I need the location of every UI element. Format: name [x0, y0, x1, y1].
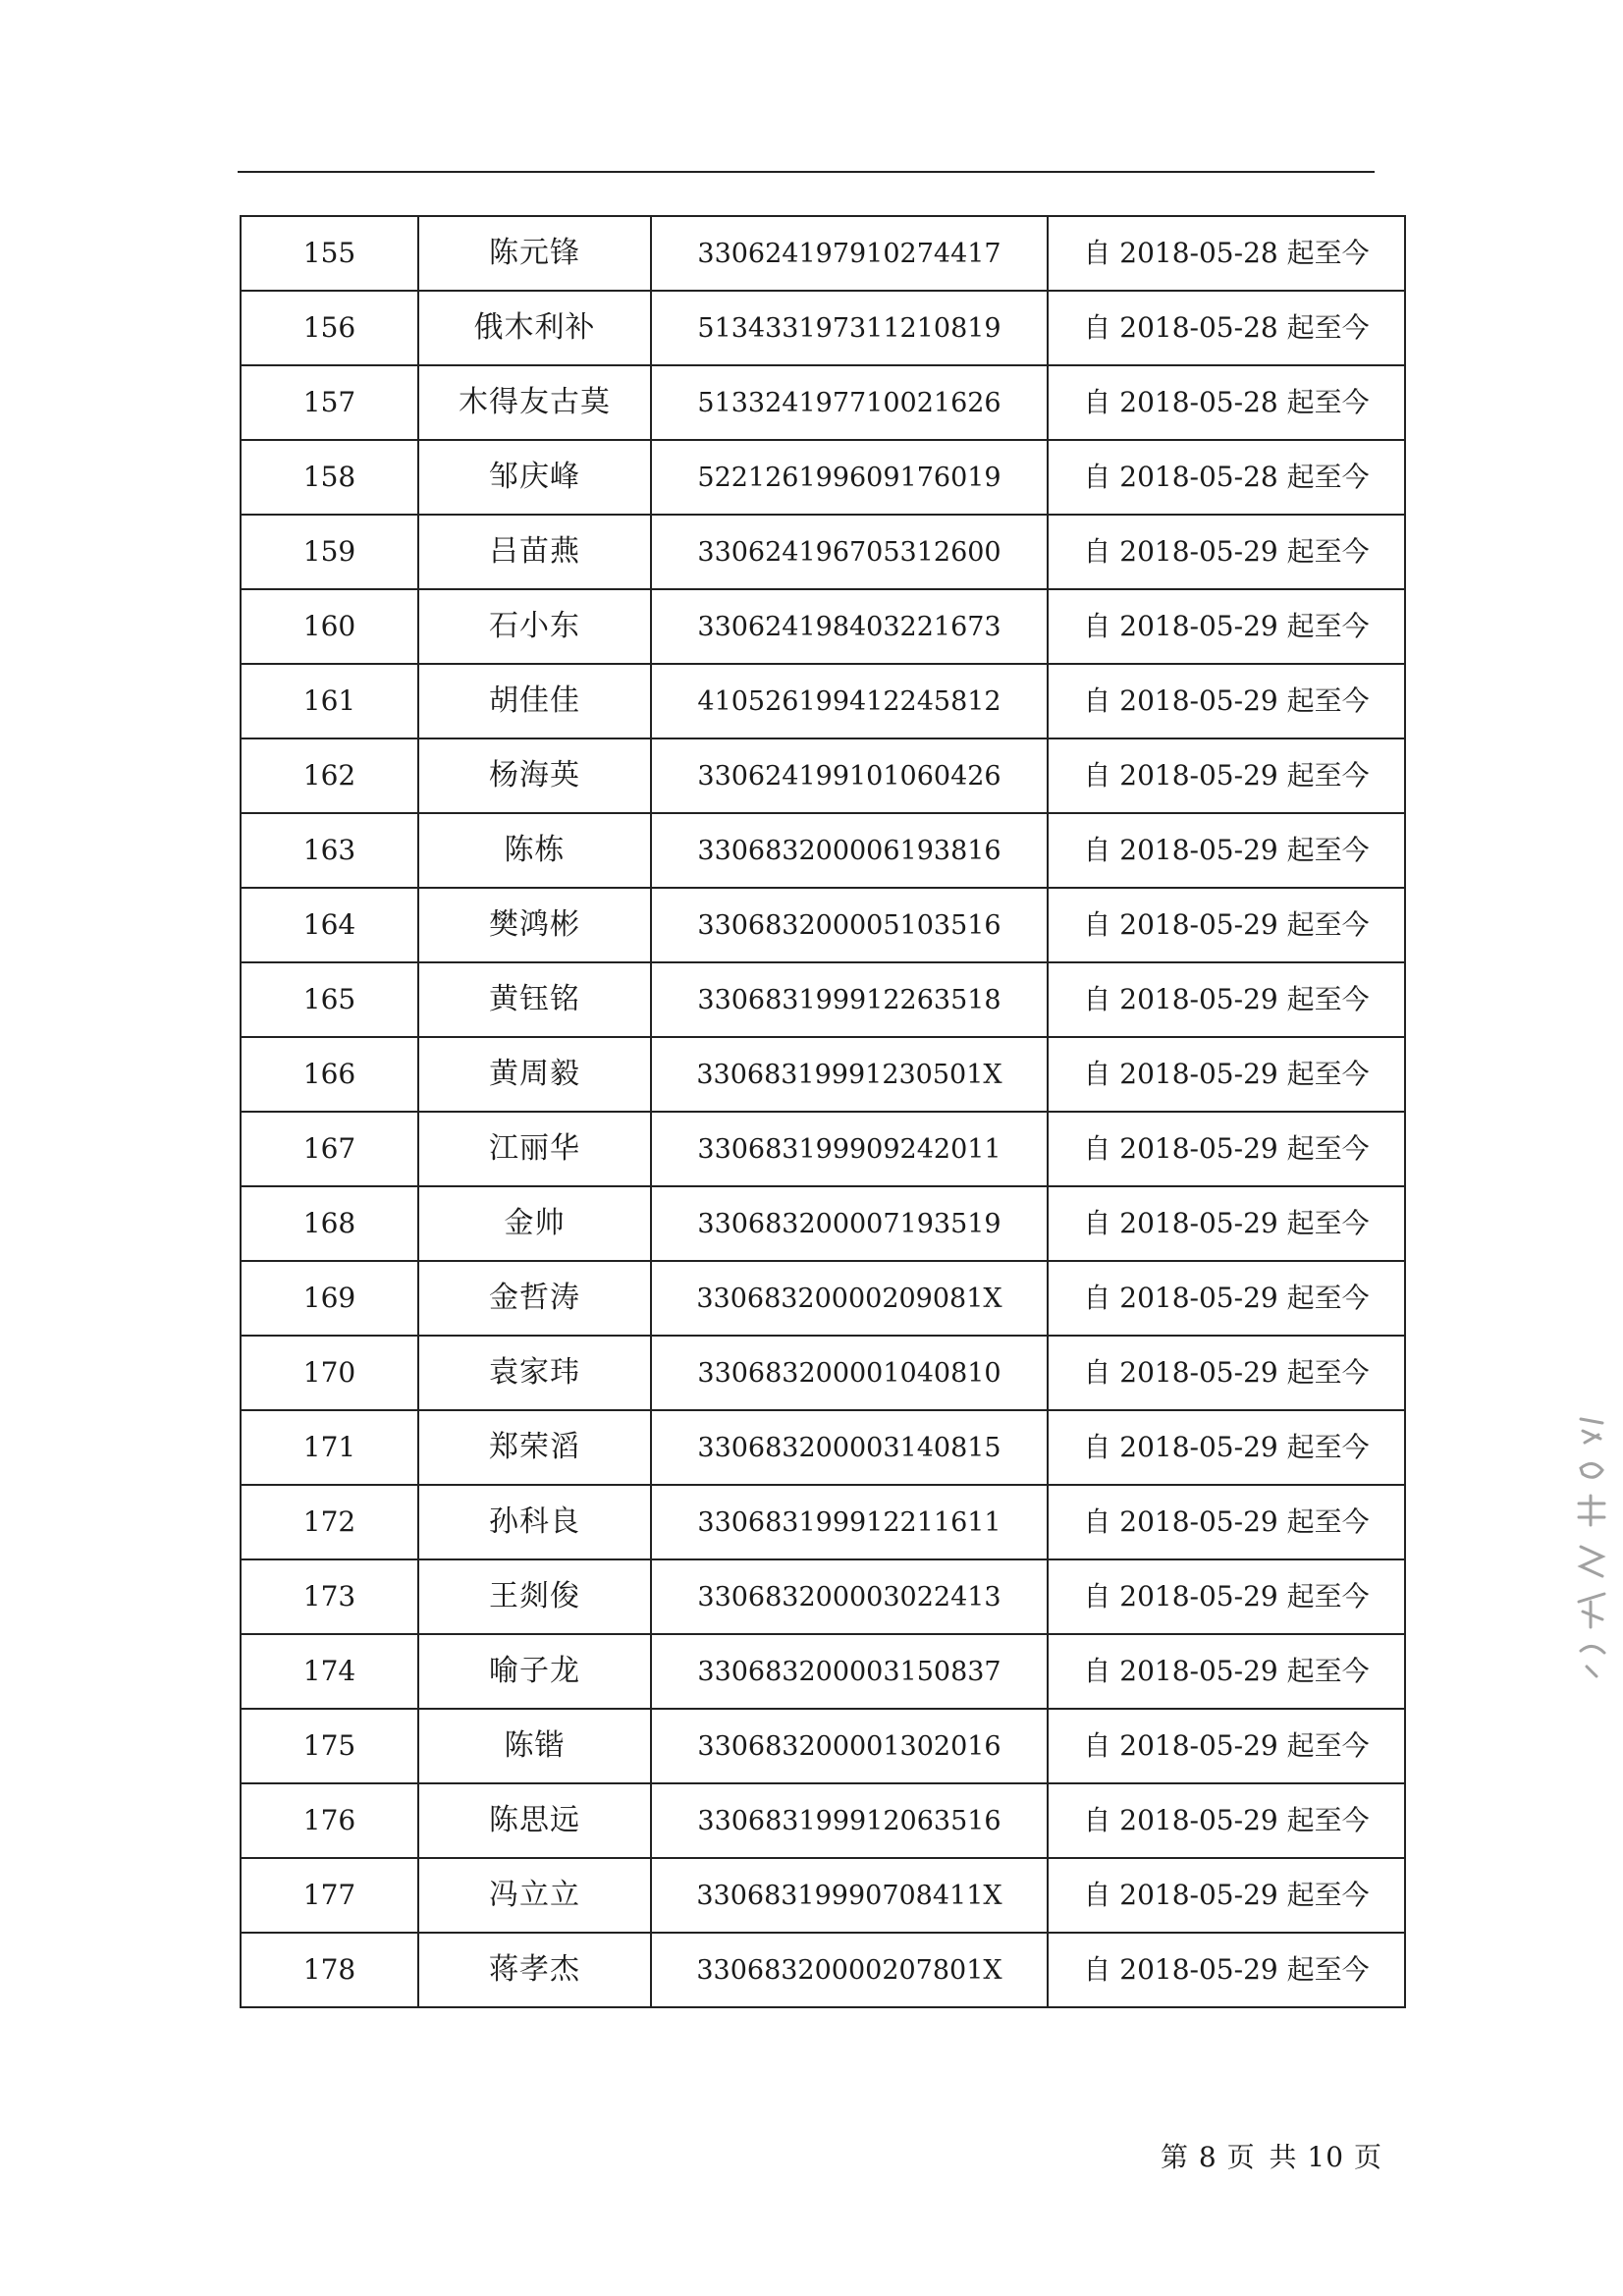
id-number: 330683200006193816: [651, 813, 1048, 888]
row-number: 173: [241, 1559, 418, 1634]
row-number: 177: [241, 1858, 418, 1933]
table-row: [241, 1634, 1405, 1709]
table-row: [241, 216, 1405, 291]
id-number: 33068320000207801X: [651, 1933, 1048, 2007]
row-number: 175: [241, 1709, 418, 1783]
enrollment-period: 自 2018-05-28 起至今: [1048, 365, 1405, 440]
person-name: 黄周毅: [418, 1037, 651, 1112]
enrollment-period: 自 2018-05-29 起至今: [1048, 589, 1405, 664]
person-name: 江丽华: [418, 1112, 651, 1186]
person-name: 蒋孝杰: [418, 1933, 651, 2007]
person-name: 王剡俊: [418, 1559, 651, 1634]
enrollment-period: 自 2018-05-29 起至今: [1048, 1336, 1405, 1410]
row-number: 159: [241, 515, 418, 589]
row-number: 178: [241, 1933, 418, 2007]
person-name: 邹庆峰: [418, 440, 651, 515]
row-number: 167: [241, 1112, 418, 1186]
enrollment-period: 自 2018-05-29 起至今: [1048, 888, 1405, 962]
row-number: 174: [241, 1634, 418, 1709]
table-row: [241, 1186, 1405, 1261]
person-name: 金帅: [418, 1186, 651, 1261]
enrollment-period: 自 2018-05-29 起至今: [1048, 962, 1405, 1037]
table-row: [241, 291, 1405, 365]
table-row: [241, 1485, 1405, 1559]
enrollment-period: 自 2018-05-29 起至今: [1048, 1933, 1405, 2007]
stamp-fragment: [1573, 1409, 1612, 1684]
person-name: 黄钰铭: [418, 962, 651, 1037]
page-total-label: 共 10 页: [1269, 2141, 1382, 2173]
row-number: 161: [241, 664, 418, 738]
table-row: [241, 1112, 1405, 1186]
id-number: 33068319990708411X: [651, 1858, 1048, 1933]
person-name: 吕苗燕: [418, 515, 651, 589]
id-number: 33068319991230501X: [651, 1037, 1048, 1112]
enrollment-period: 自 2018-05-29 起至今: [1048, 1783, 1405, 1858]
id-number: 330683200001040810: [651, 1336, 1048, 1410]
id-number: 330624199101060426: [651, 738, 1048, 813]
row-number: 163: [241, 813, 418, 888]
person-name: 木得友古莫: [418, 365, 651, 440]
row-number: 165: [241, 962, 418, 1037]
table-row: [241, 1559, 1405, 1634]
person-name: 石小东: [418, 589, 651, 664]
row-number: 168: [241, 1186, 418, 1261]
enrollment-period: 自 2018-05-29 起至今: [1048, 813, 1405, 888]
id-number: 330624196705312600: [651, 515, 1048, 589]
table-row: [241, 515, 1405, 589]
enrollment-period: 自 2018-05-28 起至今: [1048, 440, 1405, 515]
row-number: 162: [241, 738, 418, 813]
person-name: 孙科良: [418, 1485, 651, 1559]
id-number: 330624197910274417: [651, 216, 1048, 291]
table-row: [241, 1336, 1405, 1410]
page-footer: [1159, 2136, 1384, 2175]
enrollment-period: 自 2018-05-29 起至今: [1048, 1485, 1405, 1559]
table-row: [241, 365, 1405, 440]
table-row: [241, 1858, 1405, 1933]
person-name: 冯立立: [418, 1858, 651, 1933]
table-row: [241, 1410, 1405, 1485]
id-number: 330683199912211611: [651, 1485, 1048, 1559]
table-row: [241, 1261, 1405, 1336]
row-number: 164: [241, 888, 418, 962]
table-row: [241, 1037, 1405, 1112]
table-row: [241, 1783, 1405, 1858]
row-number: 160: [241, 589, 418, 664]
enrollment-period: 自 2018-05-29 起至今: [1048, 1112, 1405, 1186]
enrollment-period: 自 2018-05-29 起至今: [1048, 1410, 1405, 1485]
person-name: 陈栋: [418, 813, 651, 888]
id-number: 33068320000209081X: [651, 1261, 1048, 1336]
id-number: 330683200003150837: [651, 1634, 1048, 1709]
enrollment-period: 自 2018-05-29 起至今: [1048, 738, 1405, 813]
id-number: 410526199412245812: [651, 664, 1048, 738]
person-name: 金哲涛: [418, 1261, 651, 1336]
id-number: 330683200005103516: [651, 888, 1048, 962]
person-name: 俄木利补: [418, 291, 651, 365]
table-row: [241, 1933, 1405, 2007]
enrollment-period: 自 2018-05-29 起至今: [1048, 1559, 1405, 1634]
header-rule: [238, 171, 1375, 173]
roster-body: [241, 216, 1405, 2007]
enrollment-period: 自 2018-05-29 起至今: [1048, 515, 1405, 589]
person-name: 陈元锋: [418, 216, 651, 291]
table-row: [241, 962, 1405, 1037]
person-name: 胡佳佳: [418, 664, 651, 738]
enrollment-period: 自 2018-05-29 起至今: [1048, 1634, 1405, 1709]
enrollment-period: 自 2018-05-28 起至今: [1048, 216, 1405, 291]
row-number: 155: [241, 216, 418, 291]
id-number: 330683199909242011: [651, 1112, 1048, 1186]
id-number: 330683200001302016: [651, 1709, 1048, 1783]
table-row: [241, 738, 1405, 813]
row-number: 158: [241, 440, 418, 515]
id-number: 513324197710021626: [651, 365, 1048, 440]
row-number: 169: [241, 1261, 418, 1336]
enrollment-period: 自 2018-05-29 起至今: [1048, 1037, 1405, 1112]
person-name: 袁家玮: [418, 1336, 651, 1410]
enrollment-period: 自 2018-05-29 起至今: [1048, 1186, 1405, 1261]
row-number: 170: [241, 1336, 418, 1410]
table-row: [241, 589, 1405, 664]
enrollment-period: 自 2018-05-28 起至今: [1048, 291, 1405, 365]
roster-table: [240, 215, 1406, 2008]
row-number: 171: [241, 1410, 418, 1485]
id-number: 330683199912263518: [651, 962, 1048, 1037]
table-row: [241, 664, 1405, 738]
id-number: 513433197311210819: [651, 291, 1048, 365]
enrollment-period: 自 2018-05-29 起至今: [1048, 1858, 1405, 1933]
person-name: 陈思远: [418, 1783, 651, 1858]
id-number: 330683200003022413: [651, 1559, 1048, 1634]
page-number-label: 第 8 页: [1161, 2141, 1256, 2173]
person-name: 喻子龙: [418, 1634, 651, 1709]
table-row: [241, 1709, 1405, 1783]
row-number: 176: [241, 1783, 418, 1858]
table-row: [241, 440, 1405, 515]
row-number: 157: [241, 365, 418, 440]
person-name: 樊鸿彬: [418, 888, 651, 962]
person-name: 郑荣滔: [418, 1410, 651, 1485]
enrollment-period: 自 2018-05-29 起至今: [1048, 1709, 1405, 1783]
row-number: 156: [241, 291, 418, 365]
enrollment-period: 自 2018-05-29 起至今: [1048, 1261, 1405, 1336]
enrollment-period: 自 2018-05-29 起至今: [1048, 664, 1405, 738]
table-row: [241, 888, 1405, 962]
person-name: 陈锴: [418, 1709, 651, 1783]
table-row: [241, 813, 1405, 888]
id-number: 330683200003140815: [651, 1410, 1048, 1485]
person-name: 杨海英: [418, 738, 651, 813]
id-number: 330683200007193519: [651, 1186, 1048, 1261]
id-number: 330683199912063516: [651, 1783, 1048, 1858]
row-number: 172: [241, 1485, 418, 1559]
row-number: 166: [241, 1037, 418, 1112]
id-number: 522126199609176019: [651, 440, 1048, 515]
id-number: 330624198403221673: [651, 589, 1048, 664]
